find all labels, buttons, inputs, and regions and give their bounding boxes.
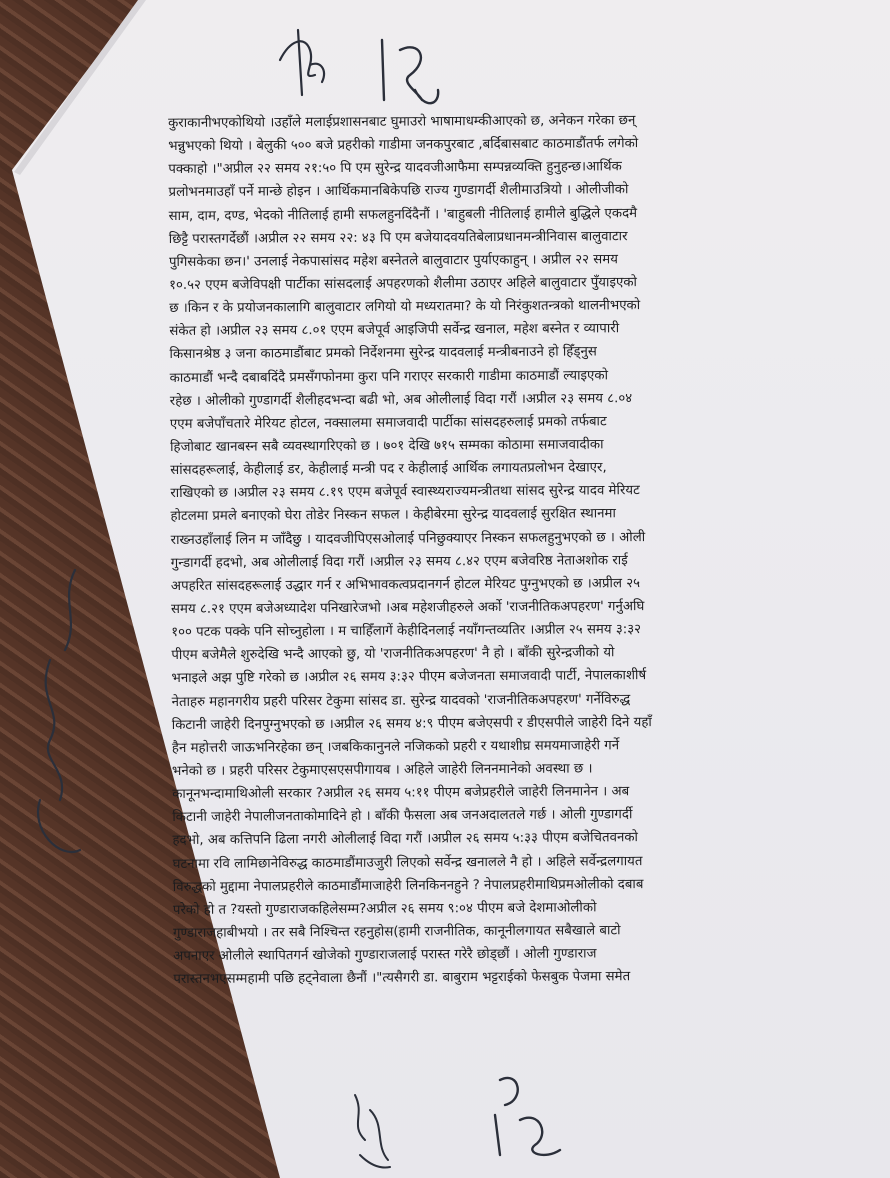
text-line: संकेत हो ।अप्रील २३ समय ८.०१ एएम बजेपूर्व आइजिपी सर्वेन्द्र खनाल, महेश बस्नेत र व्यापारी xyxy=(169,321,620,340)
text-line: छिट्टै परास्तगर्देछौं ।अप्रील २२ समय २२: ४३ पि एम बजेयादवयतिबेलाप्रधानमन्त्रीनिवास बालुवाटार xyxy=(168,228,628,247)
text-line: पुगिसकेका छन।' उनलाई नेकपासांसद महेश बस्नेतले बालुवाटार पुर्याएकाहुन् । अप्रील २२ समय xyxy=(168,252,618,270)
text-line: साम, दाम, दण्ड, भेदको नीतिलाई हामी सफलहुनदिंदैनौं । 'बाहुबली नीतिलाई हामीले बुद्धिले एकदमै xyxy=(168,205,638,224)
text-line: हदभो, अब कत्तिपनि ढिला नगरी ओलीलाई विदा गरौं ।अप्रील २६ समय ५:३३ पीएम बजेचितवनको xyxy=(172,830,639,849)
text-line: पीएम बजेमैले शुरुदेखि भन्दै आएको छु, यो 'राजनीतिकअपहरण' नै हो । बाँकी सुरेन्द्रजीको यो xyxy=(171,645,615,664)
text-line: भनेको छ । प्रहरी परिसर टेकुमाएसएसपीगायब । अहिले जाहेरी लिननमानेको अवस्था छ । xyxy=(171,761,593,779)
text-line: समय ८.२१ एएम बजेअध्यादेश पनिखारेजभो ।अब महेशजीहरुले अर्को 'राजनीतिकअपहरण' गर्नुअघि xyxy=(170,599,645,617)
page-number-top xyxy=(370,30,450,120)
signature-bottom xyxy=(340,1085,400,1175)
text-line: भन्नुभएको थियो । बेलुकी ५०० बजे प्रहरीको गाडीमा जनकपुरबाट ,बर्दिबासबाट काठमाडौंतर्फ लगेको xyxy=(168,136,639,155)
text-line: १०.५२ एएम बजेविपक्षी पार्टीका सांसदलाई अपहरणको शैलीमा उठाएर अहिले बालुवाटार पुँयाइएको xyxy=(169,275,638,293)
text-line: सांसदहरूलाई, केहीलाई डर, केहीलाई मन्त्री पद र केहीलाई आर्थिक लगायतप्रलोभन देखाएर, xyxy=(170,460,607,479)
text-line: राखिएको छ ।अप्रील २३ समय ८.१९ एएम बजेपूर्व स्वास्थ्यराज्यमन्त्रीतथा सांसद सुरेन्द्र यादव मेरियट xyxy=(170,483,640,502)
text-line: अपनाएर ओलीले स्थापितगर्न खोजेको गुण्डाराजलाई परास्त गरेरै छोड्छौं । ओली गुण्डाराज xyxy=(173,946,597,965)
text-line: अपहरित सांसदहरूलाई उद्धार गर्न र अभिभावकत्वप्रदानगर्न होटल मेरियट पुग्नुभएको छ ।अप्रील २५ xyxy=(170,575,641,594)
text-line: काठमाडौं भन्दै दबाबदिंदै प्रमसँगफोनमा कुरा पनि गराएर सरकारी गाडीमा काठमाडौं ल्याइएको xyxy=(169,367,609,386)
text-line: हिजोबाट खानबस्न सबै व्यवस्थागरिएको छ । ७०१ देखि ७१५ सम्मका कोठामा समाजवादीका xyxy=(170,437,604,455)
text-line: प्रलोभनमाउहाँ पर्ने मान्छे होइन । आर्थिकमानबिकेपछि राज्य गुण्डागर्दी शैलीमाउत्रियो । ओलीजीको xyxy=(168,182,629,201)
text-line: घटनामा रवि लामिछानेविरुद्ध काठमाडौंमाउजुरी लिएको सर्वेन्द्र खनालले नै हो । अहिले सर्वेन्द्रलगायत xyxy=(172,853,643,872)
signature-left-margin xyxy=(20,560,100,880)
text-line: हैन महोत्तरी जाऊभनिरहेका छन् ।जबकिकानुनले नजिकको प्रहरी र यथाशीघ्र समयमाजाहेरी गर्ने xyxy=(171,738,620,756)
text-line: छ ।किन र के प्रयोजनकालागि बालुवाटार लगियो यो मध्यरातमा? के यो निरंकुशतन्त्रको थालनीभएको xyxy=(169,298,641,317)
text-line: किटानी जाहेरी नेपालीजनताकोमादिने हो । बाँकी फैसला अब जनअदालतले गर्छ । ओली गुण्डागर्दी xyxy=(172,807,633,826)
text-line: होटलमा प्रमले बनाएको घेरा तोडेर निस्कन सफल । केहीबेरमा सुरेन्द्र यादवलाई सुरक्षित स्थानमा xyxy=(170,506,616,525)
text-line: गुण्डाराजहाबीभयो । तर सबै निश्चिन्त रहनुहोस(हामी राजनीतिक, कानूनीलगायत सबैखाले बाटो xyxy=(172,923,621,941)
text-line: गुन्डागर्दी हदभो, अब ओलीलाई विदा गरौं ।अप्रील २३ समय ८.४२ एएम बजेवरिष्ठ नेताअशोक राई xyxy=(170,552,628,571)
text-line: किटानी जाहेरी दिनपुग्नुभएको छ ।अप्रील २६ समय ४:९ पीएम बजेएसपी र डीएसपीले जाहेरी दिने यहाँ xyxy=(171,714,652,733)
signature-top-left xyxy=(270,20,340,110)
text-line: कुराकानीभएकोथियो ।उहाँले मलाईप्रशासनबाट घुमाउरो भाषामाधम्कीआएको छ, अनेकन गरेका छन् xyxy=(168,113,636,131)
text-line: कानूनभन्दामाथिओली सरकार ?अप्रील २६ समय ५:११ पीएम बजेप्रहरीले जाहेरी लिनमानेन । अब xyxy=(172,784,630,803)
page-number-bottom xyxy=(480,1065,570,1165)
text-line: राख्नउहाँलाई लिन म जाँदैछु । यादवजीपिएसओलाई पनिछुक्याएर निस्कन सफलहुनुभएको छ । ओली xyxy=(170,529,646,548)
text-line: परास्तनभएसम्महामी पछि हट्नेवाला छैनौं ।"त्यसैगरी डा. बाबुराम भट्टराईको फेसबुक पेजमा समेत xyxy=(173,969,631,988)
text-line: परेको हो त ?यस्तो गुण्डाराजकहिलेसम्म?अप्रील २६ समय ९:०४ पीएम बजे देशमाओलीको xyxy=(172,900,597,918)
text-line: पक्काहो ।"अप्रील २२ समय २१:५० पि एम सुरेन्द्र यादवजीआफैमा सम्पन्नव्यक्ति हुनुहन्छ।आर्थिक xyxy=(168,159,622,178)
text-line: नेताहरु महानगरीय प्रहरी परिसर टेकुमा सांसद डा. सुरेन्द्र यादवको 'राजनीतिकअपहरण' गर्नेविरुद्ध xyxy=(171,691,631,710)
text-line: भनाइले अझ पुष्टि गरेको छ ।अप्रील २६ समय ३:३२ पीएम बजेजनता समाजवादी पार्टी, नेपालकाशीर्ष xyxy=(171,668,647,687)
text-line: १०० पटक पक्के पनि सोच्नुहोला । म चाहिँलागें केहीदिनलाई नयाँगन्तव्यतिर ।अप्रील २५ समय ३:३२ xyxy=(171,622,642,641)
text-line: किसानश्रेष्ठ ३ जना काठमाडौंबाट प्रमको निर्देशनमा सुरेन्द्र यादवलाई मन्त्रीबनाउने हो हिँड्नुस xyxy=(169,344,597,363)
text-line: रहेछ । ओलीको गुण्डागर्दी शैलीहदभन्दा बढी भो, अब ओलीलाई विदा गरौं ।अप्रील २३ समय ८.०४ xyxy=(169,390,633,409)
text-line: विरुद्धको मुद्दामा नेपालप्रहरीले काठमाडौंमाजाहेरी लिनकिननहुने ? नेपालप्रहरीमाथिप्रमओलीको दबाब xyxy=(172,876,644,895)
document-body xyxy=(168,108,853,991)
text-line: एएम बजेपाँचतारे मेरियट होटल, नक्सालमा समाजवादी पार्टीका सांसदहरुलाई प्रमको तर्फबाट xyxy=(169,414,607,432)
